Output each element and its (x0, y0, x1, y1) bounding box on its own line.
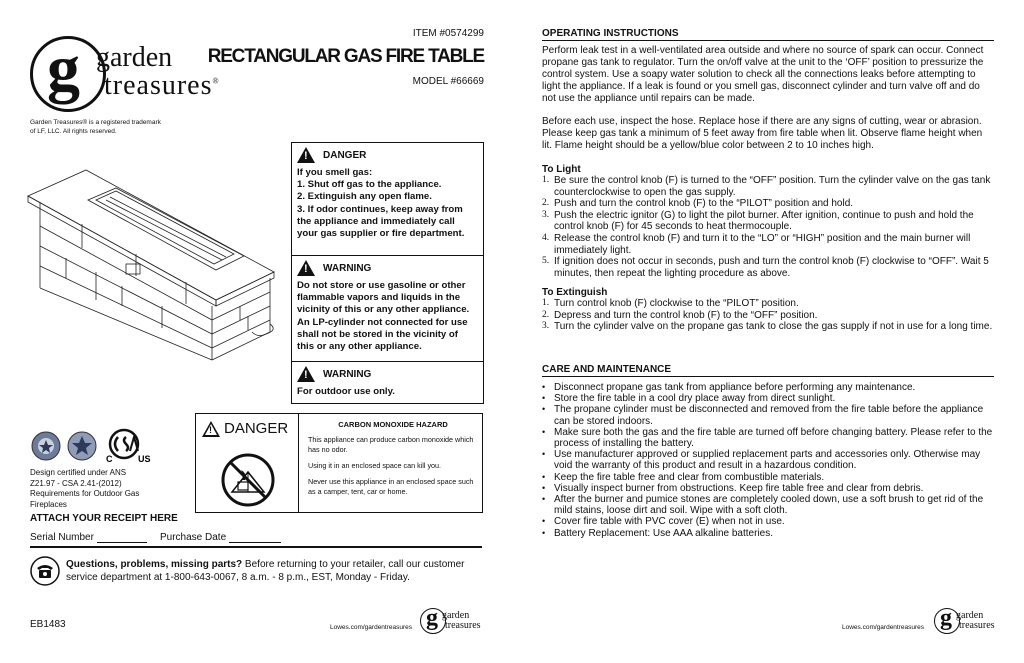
list-item (542, 210, 994, 233)
step-text: Push and turn the control knob (F) to the “PILOT” position and hold. (554, 198, 854, 210)
csa-us-label: US (138, 454, 151, 464)
product-title: RECTANGULAR GAS FIRE TABLE (207, 46, 484, 67)
list-item: • Make sure both the gas and the fire table are turned off before changing battery. Please refer to the process of installing the battery. (542, 427, 994, 449)
list-item: • Battery Replacement: Use AAA alkaline batteries. (542, 528, 994, 539)
warning-line: 2. Extinguish any open flame. (297, 191, 432, 203)
warning-line: shall not be stored in the vicinity of (297, 328, 458, 340)
customer-service-notice (66, 559, 482, 584)
cert-line: Z21.97 - CSA 2.41-(2012) (30, 478, 122, 488)
step-text: If ignition does not occur in seconds, push and turn the control knob (F) clockwise to “OFF”. Wait 5 minutes, then repeat the lighting procedure as above. (554, 256, 989, 279)
cert-line: Design certified under ANS (30, 468, 127, 477)
step-number: 4. (542, 232, 550, 243)
certification-text (30, 468, 180, 510)
warning-triangle-icon (297, 260, 315, 276)
logo-tm: ® (212, 76, 220, 86)
warning-line: your gas supplier or fire department. (297, 228, 465, 240)
design-certified-seal-icon (32, 432, 60, 460)
list-item: • Visually inspect burner from obstructions. Keep fire table free and clear from debris. (542, 483, 994, 494)
list-item (542, 175, 994, 198)
warning-triangle-icon (202, 421, 220, 437)
serial-number-label: Serial Number (30, 532, 94, 543)
leak-test-paragraph: Perform leak test in a well-ventilated area outside and where no source of spark can occur. Connect propane gas tank to regulator. Turn the on/off valve at the unit to the ‘OFF’ position to pressurize the control system. Use a soapy water solution to check all the connections leaks before attempting to light the appliance. If a leak is found or you smell gas, disconnect cylinder and turn valve off and do not use the appliance until repairs can be made. (542, 45, 984, 104)
list-item (542, 256, 994, 279)
list-item: • After the burner and pumice stones are completely cooled down, use a soft brush to get rid of the mild stains, loose dirt and soil. Wipe with a soft cloth. (542, 494, 994, 516)
list-item: • Disconnect propane gas tank from appliance before performing any maintenance. (542, 382, 994, 393)
warning-triangle-icon (297, 147, 315, 163)
step-text: Depress and turn the control knob (F) to the “OFF” position. (554, 309, 818, 321)
csa-mark-icon (110, 430, 138, 458)
certification-marks (30, 428, 160, 464)
logo-word-treasures-text: treasures (104, 70, 213, 101)
step-text: Push the electric ignitor (G) to light the pilot burner. After ignition, continue to push and hold the control knob (F) for 45 seconds to heat thermocouple. (554, 209, 974, 233)
list-item: • Cover fire table with PVC cover (E) when not in use. (542, 516, 994, 527)
attach-receipt-heading: ATTACH YOUR RECEIPT HERE (30, 513, 178, 524)
list-item: • Use manufacturer approved or supplied replacement parts and accessories only. Otherwise may void the warranty of this product and result in a hazardous condition. (542, 449, 994, 471)
item-number: ITEM #0574299 (412, 28, 484, 39)
step-number: 5. (542, 256, 550, 267)
csa-c-label: C (106, 454, 113, 464)
phone-icon (30, 556, 60, 586)
purchase-date-label: Purchase Date (160, 532, 227, 543)
co-danger-text: DANGER (224, 420, 289, 437)
warning-line: For outdoor use only. (297, 386, 395, 397)
co-danger-panel (196, 414, 299, 512)
operating-instructions-heading: OPERATING INSTRUCTIONS (542, 28, 994, 41)
trademark-line: of LF, LLC. All rights reserved. (30, 128, 117, 135)
logo-g-letter: g (47, 32, 80, 105)
carbon-monoxide-label (195, 413, 483, 513)
footer-logo-word2: treasures (445, 620, 481, 631)
list-item: • The propane cylinder must be disconnected and removed from the fire table before the appliance can be stored indoors. (542, 404, 994, 426)
footer-logo-g: g (426, 605, 438, 631)
to-light-heading: To Light (542, 164, 581, 175)
cert-line: Fireplaces (30, 499, 67, 509)
warning-line: Do not store or use gasoline or other (297, 280, 466, 291)
step-text: Turn control knob (F) clockwise to the “PILOT” position. (554, 298, 799, 309)
trademark-line: Garden Treasures® is a registered trademark (30, 119, 161, 126)
no-enclosed-space-icon (220, 452, 276, 508)
list-item: • Keep the fire table free and clear from combustible materials. (542, 472, 994, 483)
step-number: 3. (542, 209, 550, 220)
danger-smell-gas-section (292, 143, 483, 256)
step-number: 1. (542, 175, 550, 185)
co-text: Never use this appliance in an enclosed space such as a camper, tent, car or home. (308, 477, 474, 496)
trademark-notice (30, 118, 210, 136)
danger-heading-text: DANGER (323, 149, 367, 161)
care-maintenance-list (542, 382, 994, 539)
step-number: 2. (542, 309, 550, 320)
footer-url: Lowes.com/gardentreasures (842, 624, 925, 631)
logo-word-treasures (104, 70, 220, 102)
warning-line: the appliance and immediately call (297, 215, 455, 227)
footer-logo-word2: treasures (959, 620, 995, 631)
footer-logo-word1: garden (956, 610, 984, 621)
warning-triangle-icon (297, 366, 315, 382)
warning-line: 3. If odor continues, keep away from (297, 203, 463, 215)
step-number: 1. (542, 298, 550, 308)
step-text: Be sure the control knob (F) is turned to the “OFF” position. Turn the cylinder valve on the gas tank counterclockwise to open the gas supply. (554, 175, 991, 198)
warning-heading-text: WARNING (323, 262, 372, 274)
hose-inspection-paragraph: Before each use, inspect the hose. Replace hose if there are any signs of cutting, wear or abrasion. Please keep gas tank a minimum of 5 feet away from fire table when lit. Observe flame height when lit. Flame height should be a yellow/blue color between 2 to 10 inches high. (542, 116, 983, 151)
cert-line: Requirements for Outdoor Gas (30, 489, 140, 498)
warning-box (291, 142, 484, 404)
footer-logo-word1: garden (442, 610, 470, 621)
model-number: MODEL #66669 (412, 76, 484, 87)
list-item (542, 233, 994, 256)
questions-text: Before returning to your retailer, call our customer service department at 1-800-643-0067, 8 a.m. - 8 p.m., EST, Monday - Friday. (66, 559, 465, 583)
step-number: 2. (542, 198, 550, 209)
warning-flammable-section (292, 256, 483, 362)
serial-number-line (97, 542, 147, 543)
footer-logo (420, 605, 482, 636)
warning-line: vicinity of this or any other appliance. (297, 304, 470, 316)
warning-line: flammable vapors and liquids in the (297, 292, 461, 304)
step-text: Release the control knob (F) and turn it to the “LO” or “HIGH” position and the main burner will immediately light. (554, 232, 971, 256)
co-danger-heading (202, 420, 288, 437)
co-text-panel (308, 420, 478, 503)
list-item (542, 321, 994, 333)
document-code: EB1483 (30, 619, 66, 630)
warning-outdoor-section (292, 362, 483, 403)
questions-heading: Questions, problems, missing parts? (66, 559, 243, 570)
to-light-steps (542, 175, 994, 279)
footer-logo-g: g (940, 605, 952, 631)
fire-table-illustration (26, 160, 288, 368)
warning-heading (297, 366, 478, 382)
footer-logo (934, 605, 996, 636)
footer-url: Lowes.com/gardentreasures (330, 624, 413, 631)
serial-number-field (30, 532, 147, 543)
co-text: This appliance can produce carbon monoxide which has no odor. (308, 435, 474, 454)
warning-line: this or any other appliance. (297, 341, 422, 353)
divider (30, 546, 482, 548)
purchase-date-field (160, 532, 281, 543)
list-item (542, 198, 994, 210)
purchase-date-line (229, 542, 281, 543)
logo-g-emblem (30, 32, 106, 112)
list-item: • Store the fire table in a cool dry place away from direct sunlight. (542, 393, 994, 404)
step-text: Turn the cylinder valve on the propane gas tank to close the gas supply if not in use for a long time. (554, 321, 993, 333)
warning-heading (297, 260, 478, 276)
warning-line: 1. Shut off gas to the appliance. (297, 179, 442, 191)
certified-star-seal-icon (68, 432, 96, 460)
care-maintenance-heading: CARE AND MAINTENANCE (542, 364, 994, 377)
step-number: 3. (542, 321, 550, 332)
warning-line: An LP-cylinder not connected for use (297, 316, 468, 328)
list-item (542, 310, 994, 322)
co-title: CARBON MONOXIDE HAZARD (338, 420, 448, 429)
danger-heading (297, 147, 478, 163)
warning-heading-text: WARNING (323, 368, 372, 380)
list-item (542, 298, 994, 310)
to-extinguish-heading: To Extinguish (542, 287, 608, 298)
to-extinguish-steps (542, 298, 994, 333)
logo-word-garden: garden (96, 42, 173, 73)
co-text: Using it in an enclosed space can kill you. (308, 461, 442, 470)
warning-line: If you smell gas: (297, 167, 373, 178)
